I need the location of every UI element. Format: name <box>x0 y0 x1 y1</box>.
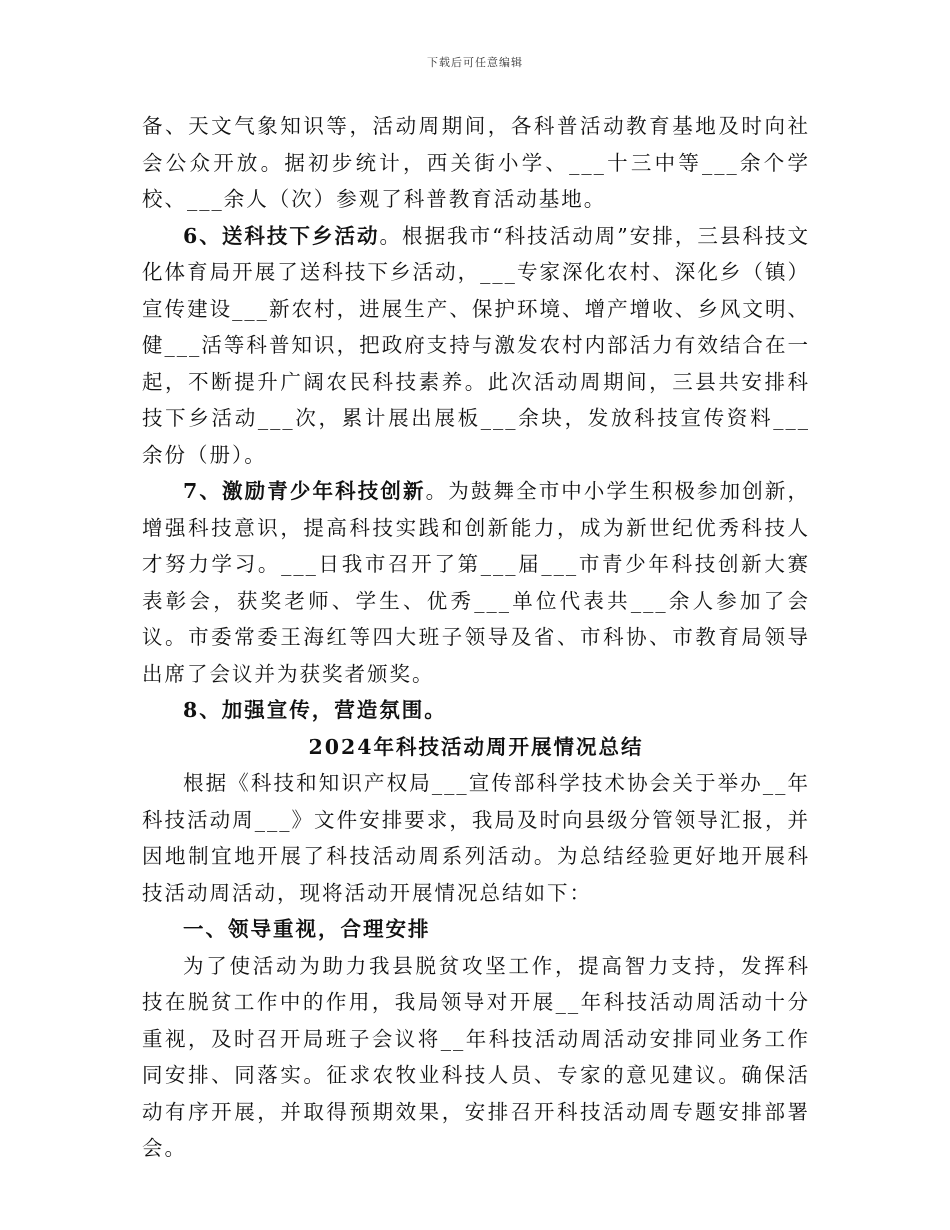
paragraph-continued: 备、天文气象知识等，活动周期间，各科普活动教育基地及时向社会公众开放。据初步统计，西关街小学、___十三中等___余个学校、___余人（次）参观了科普教育活动基地。 <box>142 114 810 211</box>
section-heading-1: 一、领导重视，合理安排 <box>183 917 431 941</box>
item-body-7: 。为鼓舞全市中小学生积极参加创新，增强科技意识，提高科技实践和创新能力，成为新世纪优秀科技人才努力学习。___日我市召开了第___届___市青少年科技创新大赛表彰会，获奖老师、学生、优秀___单位代表共___余人参加了会议。市委常委王海红等四大班子领导及省、市科协、市教育局领导出席了会议并为获奖者颁奖。 <box>142 479 811 686</box>
document-title: 2024年科技活动周开展情况总结 <box>308 734 644 759</box>
paragraph-intro: 根据《科技和知识产权局___宣传部科学技术协会关于举办__年科技活动周___》文件安排要求，我局及时向县级分管领导汇报，并因地制宜地开展了科技活动周系列活动。为总结经验更好地开展科技活动周活动，现将活动开展情况总结如下： <box>142 771 810 905</box>
paragraph-leadership: 为了使活动为助力我县脱贫攻坚工作，提高智力支持，发挥科技在脱贫工作中的作用，我局领导对开展__年科技活动周活动十分重视，及时召开局班子会议将__年科技活动周活动安排同业务工作同安排、同落实。征求农牧业科技人员、专家的意见建议。确保活动有序开展，并取得预期效果，安排召开科技活动周专题安排部署会。 <box>142 953 810 1160</box>
item-heading-8: 8、加强宣传，营造氛围。 <box>183 698 447 722</box>
item-heading-7: 7、激励青少年科技创新 <box>183 479 426 503</box>
item-body-6: 。根据我市“科技活动周”安排，三县科技文化体育局开展了送科技下乡活动，___专家深化农村、深化乡（镇）宣传建设___新农村，进展生产、保护环境、增产增收、乡风文明、健___活等科普知识，把政府支持与激发农村内部活力有效结合在一起，不断提升广阔农民科技素养。此次活动周期间，三县共安排科技下乡活动___次，累计展出展板___余块，发放科技宣传资料___余份（册）。 <box>142 223 810 467</box>
paragraph-tech-to-countryside <box>142 218 810 474</box>
document-body <box>142 108 810 1167</box>
item-heading-6: 6、送科技下乡活动 <box>183 223 380 248</box>
page-header-note: 下载后可任意编辑 <box>427 56 523 69</box>
paragraph-youth-innovation <box>142 473 810 692</box>
